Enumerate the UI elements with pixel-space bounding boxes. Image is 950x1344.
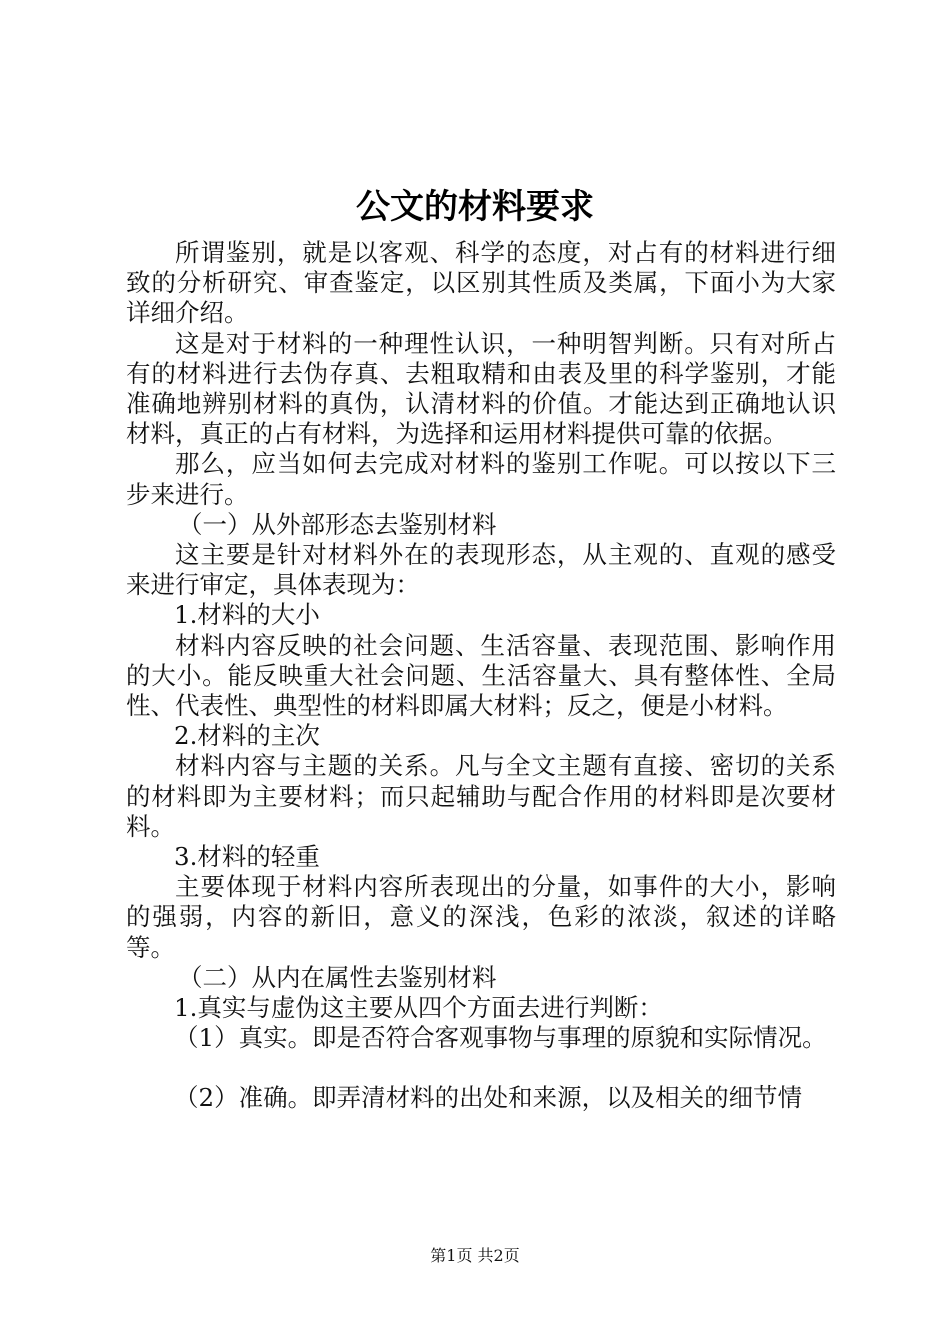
list-item: （1）真实。即是否符合客观事物与事理的原貌和实际情况。	[174, 1023, 827, 1053]
document-title: 公文的材料要求	[356, 187, 594, 227]
section-heading: （二）从内在属性去鉴别材料	[178, 962, 497, 992]
paragraph: 所谓鉴别，就是以客观、科学的态度，对占有的材料进行细致的分析研究、审查鉴定，以区别其性质及类属，下面小为大家详细介绍。	[126, 238, 836, 328]
paragraph: 材料内容反映的社会问题、生活容量、表现范围、影响作用的大小。能反映重大社会问题、生活容量大、具有整体性、全局性、代表性、典型性的材料即属大材料；反之，便是小材料。	[126, 630, 836, 721]
paragraph: 这主要是针对材料外在的表现形态，从主观的、直观的感受来进行审定，具体表现为：	[126, 540, 836, 600]
subsection-heading: 1.材料的大小	[174, 600, 320, 630]
subsection-heading: 2.材料的主次	[174, 721, 320, 751]
section-heading: （一）从外部形态去鉴别材料	[178, 509, 497, 539]
list-item: （2）准确。即弄清材料的出处和来源，以及相关的细节情	[174, 1083, 803, 1113]
paragraph: 那么，应当如何去完成对材料的鉴别工作呢。可以按以下三步来进行。	[126, 449, 836, 509]
document-body	[126, 238, 836, 1114]
paragraph: 主要体现于材料内容所表现出的分量，如事件的大小，影响的强弱，内容的新旧，意义的深浅，色彩的浓淡，叙述的详略等。	[126, 872, 836, 962]
subsection-heading: 1.真实与虚伪这主要从四个方面去进行判断：	[174, 993, 663, 1023]
paragraph: 材料内容与主题的关系。凡与全文主题有直接、密切的关系的材料即为主要材料；而只起辅助与配合作用的材料即是次要材料。	[126, 751, 836, 841]
paragraph: 这是对于材料的一种理性认识，一种明智判断。只有对所占有的材料进行去伪存真、去粗取精和由表及里的科学鉴别，才能准确地辨别材料的真伪，认清材料的价值。才能达到正确地认识材料，真正的占有材料，为选择和运用材料提供可靠的依据。	[126, 328, 836, 449]
subsection-heading: 3.材料的轻重	[174, 842, 320, 872]
page-number: 第1页 共2页	[430, 1246, 520, 1265]
